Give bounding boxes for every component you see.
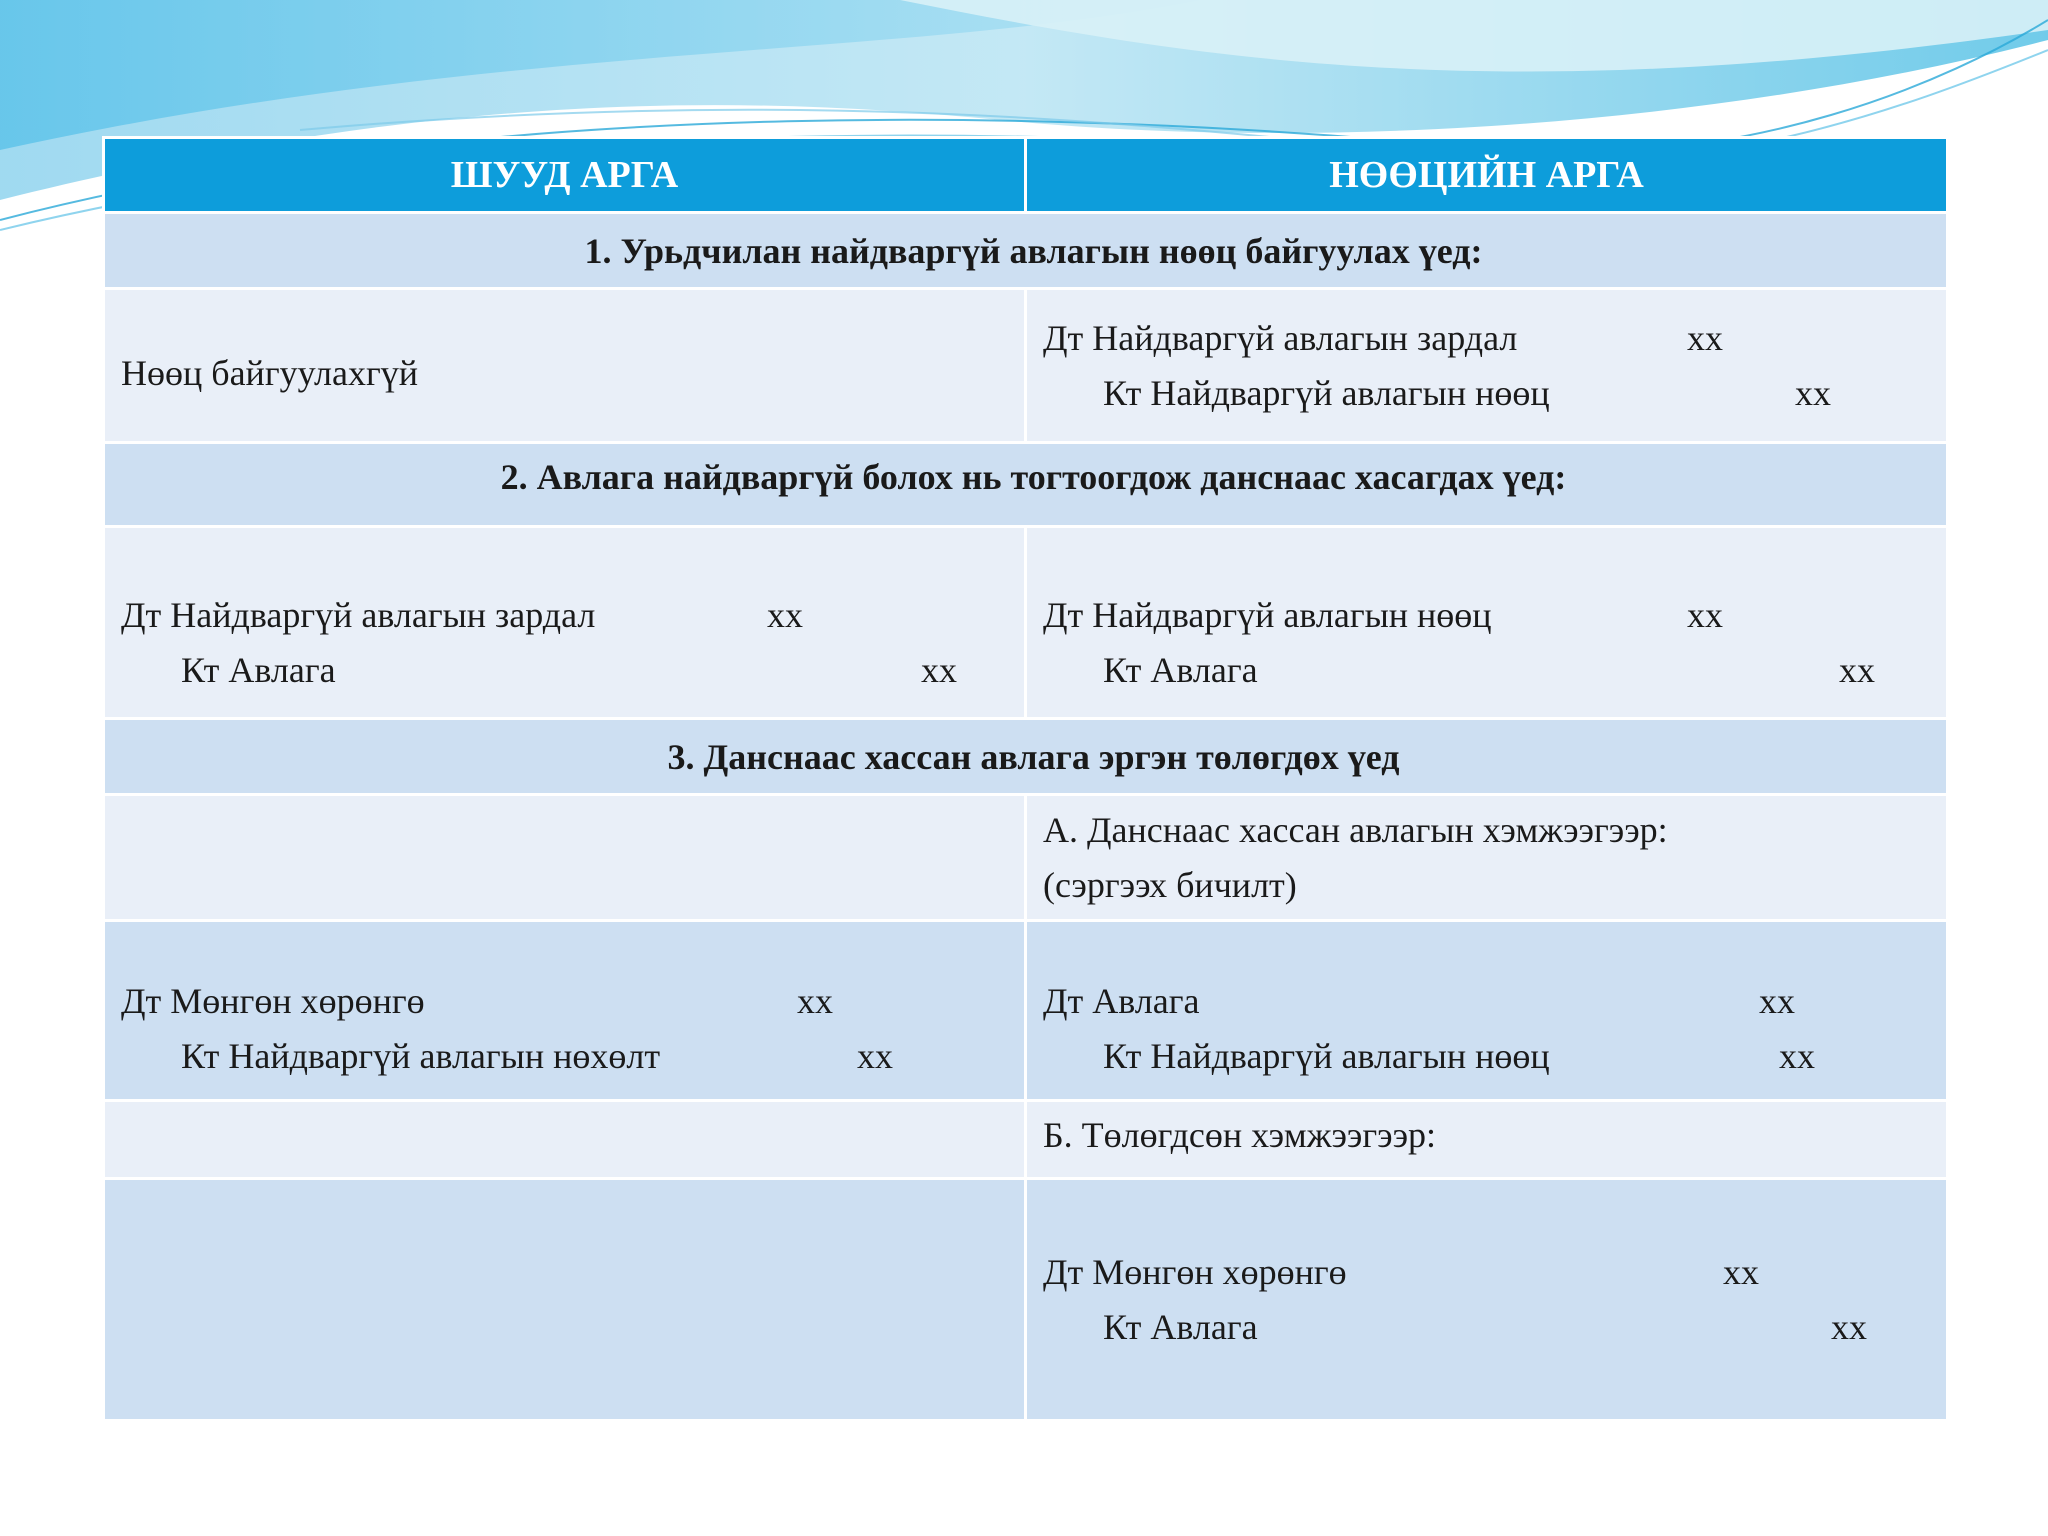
- entry-3a-title-reserve: [1026, 795, 1948, 921]
- credit-label: Кт Авлага: [1103, 649, 1258, 690]
- credit-amount: xx: [921, 649, 957, 690]
- entry-row-3b-title: [104, 1101, 1948, 1179]
- debit-amount: xx: [1723, 1251, 1759, 1292]
- debit-label: Дт Авлага: [1043, 980, 1200, 1021]
- entry-2-direct: [104, 527, 1026, 719]
- entry-1-reserve-credit: [1043, 366, 1946, 421]
- entry-3a-direct: [104, 921, 1026, 1101]
- credit-amount: xx: [1839, 649, 1875, 690]
- debit-label: Дт Найдваргүй авлагын нөөц: [1043, 594, 1492, 635]
- entry-3a-direct-debit: [121, 974, 1024, 1029]
- entry-row-3b: [104, 1179, 1948, 1421]
- subheading-a-line-2: (сэргээх бичилт): [1043, 864, 1297, 905]
- entry-3b-title-direct-empty: [104, 1101, 1026, 1179]
- entry-2-direct-credit: [121, 643, 1024, 698]
- credit-amount: xx: [1779, 1035, 1815, 1076]
- entry-3b-title-reserve: [1026, 1101, 1948, 1179]
- section-row-3: [104, 719, 1948, 795]
- entry-3b-reserve-credit: [1043, 1300, 1946, 1355]
- entry-3a-direct-credit: [121, 1029, 1024, 1084]
- subheading-b: Б. Төлөгдсөн хэмжээгээр:: [1043, 1115, 1437, 1155]
- credit-label: Кт Найдваргүй авлагын нөхөлт: [181, 1035, 661, 1076]
- entry-3a-reserve: [1026, 921, 1948, 1101]
- section-title-1: 1. Урьдчилан найдваргүй авлагын нөөц байгуулах үед:: [104, 213, 1948, 289]
- debit-label: Дт Мөнгөн хөрөнгө: [121, 980, 425, 1021]
- entry-1-reserve: [1026, 289, 1948, 443]
- credit-label: Кт Найдваргүй авлагын нөөц: [1103, 372, 1550, 413]
- entry-2-reserve-debit: [1043, 588, 1946, 643]
- entry-1-direct: [104, 289, 1026, 443]
- entry-2-reserve: [1026, 527, 1948, 719]
- header-direct-method: ШУУД АРГА: [104, 138, 1026, 213]
- debit-amount: xx: [767, 594, 803, 635]
- debit-amount: xx: [1687, 594, 1723, 635]
- debit-label: Дт Найдваргүй авлагын зардал: [121, 594, 596, 635]
- entry-row-3a: [104, 921, 1948, 1101]
- entry-2-direct-debit: [121, 588, 1024, 643]
- header-reserve-method: НӨӨЦИЙН АРГА: [1026, 138, 1948, 213]
- entry-3b-reserve-debit: [1043, 1245, 1946, 1300]
- entry-1-reserve-debit: [1043, 311, 1946, 366]
- section-row-2: [104, 443, 1948, 527]
- entry-row-2: [104, 527, 1948, 719]
- debit-amount: xx: [1759, 980, 1795, 1021]
- entry-3a-reserve-debit: [1043, 974, 1946, 1029]
- entry-2-reserve-credit: [1043, 643, 1946, 698]
- entry-row-3a-title: [104, 795, 1948, 921]
- debit-label: Дт Мөнгөн хөрөнгө: [1043, 1251, 1347, 1292]
- entry-3a-title-direct-empty: [104, 795, 1026, 921]
- entry-3b-direct-empty: [104, 1179, 1026, 1421]
- debit-label: Дт Найдваргүй авлагын зардал: [1043, 317, 1518, 358]
- section-title-2: 2. Авлага найдваргүй болох нь тогтоогдож данснаас хасагдах үед:: [104, 443, 1948, 527]
- entry-row-1: [104, 289, 1948, 443]
- debit-amount: xx: [797, 980, 833, 1021]
- credit-amount: xx: [1831, 1306, 1867, 1347]
- credit-label: Кт Авлага: [1103, 1306, 1258, 1347]
- subheading-a-line-1: А. Данснаас хассан авлагын хэмжээгээр:: [1043, 809, 1668, 850]
- credit-amount: xx: [1795, 372, 1831, 413]
- debit-amount: xx: [1687, 317, 1723, 358]
- entry-3a-reserve-credit: [1043, 1029, 1946, 1084]
- section-row-1: [104, 213, 1948, 289]
- section-title-3: 3. Данснаас хассан авлага эргэн төлөгдөх үед: [104, 719, 1948, 795]
- credit-label: Кт Авлага: [181, 649, 336, 690]
- credit-label: Кт Найдваргүй авлагын нөөц: [1103, 1035, 1550, 1076]
- credit-amount: xx: [857, 1035, 893, 1076]
- entry-3b-reserve: [1026, 1179, 1948, 1421]
- header-row: [104, 138, 1948, 213]
- accounting-methods-table: [102, 136, 1949, 1422]
- entry-1-direct-text: Нөөц байгуулахгүй: [121, 353, 418, 393]
